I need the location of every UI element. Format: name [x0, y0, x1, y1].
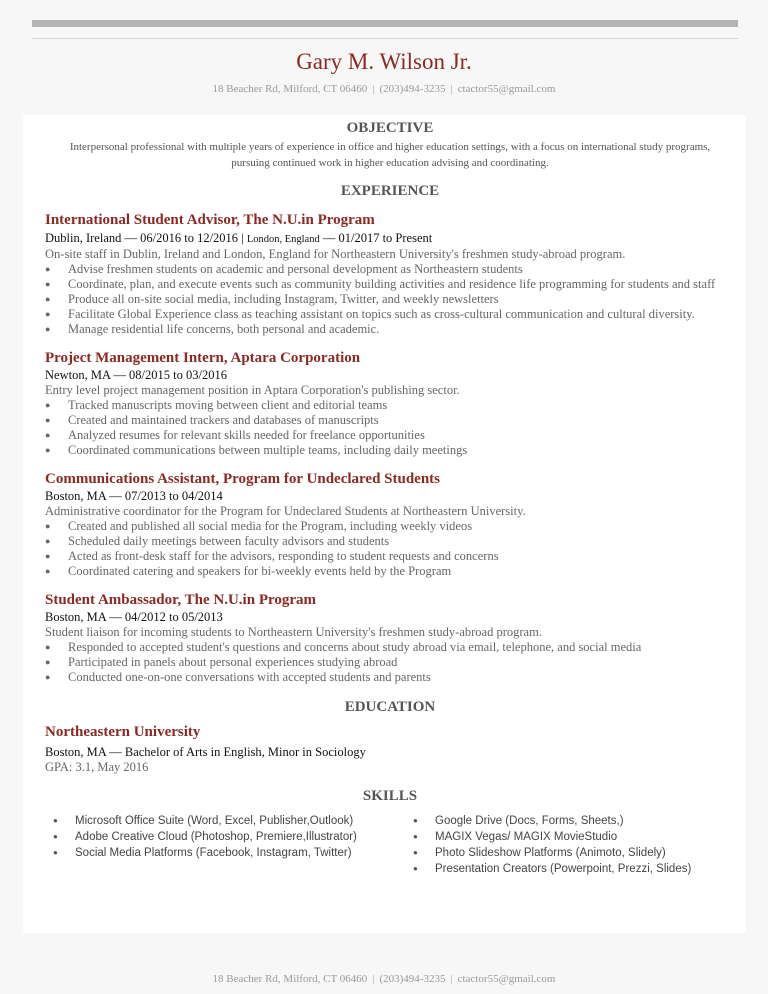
skill-item: ● Social Media Platforms (Facebook, Instagram, Twitter): [45, 845, 405, 861]
job-entry: [45, 211, 735, 337]
skill-item: ● Adobe Creative Cloud (Photoshop, Premiere,Illustrator): [45, 829, 405, 845]
job-bullet: ● Facilitate Global Experience class as teaching assistant on topics such as cross-cultural communication and cultural diversity.: [45, 307, 735, 322]
skills-column-right: [405, 813, 735, 877]
footer-phone: (203)494-3235: [379, 973, 446, 985]
job-bullet: ● Responded to accepted student's questions and concerns about study abroad via email, telephone, and social media: [45, 640, 735, 655]
job-location-london: London, England: [246, 234, 320, 245]
skills-column-left: [45, 813, 405, 877]
job-location: [45, 231, 735, 247]
job-bullets: [45, 398, 735, 458]
job-bullet: ● Participated in panels about personal experiences studying abroad: [45, 655, 735, 670]
job-bullet: ● Manage residential life concerns, both personal and academic.: [45, 322, 735, 337]
job-bullet: ● Coordinated catering and speakers for bi-weekly events held by the Program: [45, 564, 735, 579]
job-description: On-site staff in Dublin, Ireland and London, England for Northeastern University's freshmen study-abroad program.: [45, 247, 626, 261]
header-rule-bar: [32, 20, 738, 27]
job-bullet: ● Coordinate, plan, and execute events such as community building activities and residence life programming for students and staff: [45, 277, 735, 292]
skills-section: [45, 787, 735, 877]
education-section: [45, 698, 735, 775]
job-title: Communications Assistant, Program for Undeclared Students: [45, 471, 441, 487]
footer-email[interactable]: ctactor55@gmail.com: [457, 973, 556, 985]
footer-contact: [0, 973, 768, 985]
contact-separator: |: [450, 83, 453, 95]
job-location-london-dates: — 01/2017 to Present: [319, 231, 433, 245]
skill-item: ● Microsoft Office Suite (Word, Excel, Publisher,Outlook): [45, 813, 405, 829]
skills-columns: [45, 813, 735, 877]
job-location: Boston, MA — 04/2012 to 05/2013: [45, 610, 223, 624]
contact-phone: (203)494-3235: [379, 83, 446, 95]
job-bullet: ● Produce all on-site social media, including Instagram, Twitter, and weekly newsletters: [45, 292, 735, 307]
job-location: Newton, MA — 08/2015 to 03/2016: [45, 368, 227, 382]
objective-heading: OBJECTIVE: [346, 120, 434, 136]
job-title: Student Ambassador, The N.U.in Program: [45, 592, 317, 608]
job-title: Project Management Intern, Aptara Corporation: [45, 350, 361, 366]
footer-address: 18 Beacher Rd, Milford, CT 06460: [212, 973, 368, 985]
job-entry: [45, 470, 735, 579]
objective-text: Interpersonal professional with multiple years of experience in office and higher education settings, with a focus on international study programs, pursuing continued work in higher education advising and coordinating.: [69, 141, 711, 169]
experience-section: [45, 182, 735, 685]
job-description: Administrative coordinator for the Program for Undeclared Students at Northeastern University.: [45, 504, 526, 518]
job-bullet: ● Created and published all social media for the Program, including weekly videos: [45, 519, 735, 534]
job-bullet: ● Coordinated communications between multiple teams, including daily meetings: [45, 443, 735, 458]
job-entry: [45, 349, 735, 458]
job-title: International Student Advisor, The N.U.in Program: [45, 212, 375, 228]
education-heading: EDUCATION: [344, 699, 436, 715]
header-contact: [0, 83, 768, 95]
job-location: Boston, MA — 07/2013 to 04/2014: [45, 489, 223, 503]
contact-separator: |: [372, 83, 375, 95]
job-description: Student liaison for incoming students to Northeastern University's freshmen study-abroad program.: [45, 625, 542, 639]
footer-separator: |: [450, 973, 453, 985]
footer-separator: |: [372, 973, 375, 985]
experience-heading: EXPERIENCE: [340, 183, 440, 199]
job-bullets: [45, 519, 735, 579]
job-bullet: ● Acted as front-desk staff for the advisors, responding to student requests and concerns: [45, 549, 735, 564]
skill-item: ● Photo Slideshow Platforms (Animoto, Slidely): [405, 845, 735, 861]
gpa: GPA: 3.1, May 2016: [45, 760, 149, 774]
candidate-name: Gary M. Wilson Jr.: [296, 49, 472, 74]
job-bullets: [45, 262, 735, 337]
job-bullet: ● Analyzed resumes for relevant skills needed for freelance opportunities: [45, 428, 735, 443]
job-location-separator: |: [238, 231, 247, 245]
degree: Boston, MA — Bachelor of Arts in English, Minor in Sociology: [45, 745, 366, 759]
job-location-dublin: Dublin, Ireland — 06/2016 to 12/2016: [45, 231, 239, 245]
contact-address: 18 Beacher Rd, Milford, CT 06460: [212, 83, 368, 95]
resume-body: [45, 119, 735, 877]
job-description: Entry level project management position in Aptara Corporation's publishing sector.: [45, 383, 460, 397]
skill-item: ● Google Drive (Docs, Forms, Sheets,): [405, 813, 735, 829]
job-entry: [45, 591, 735, 685]
job-bullet: ● Tracked manuscripts moving between client and editorial teams: [45, 398, 735, 413]
job-bullet: ● Scheduled daily meetings between faculty advisors and students: [45, 534, 735, 549]
job-bullet: ● Conducted one-on-one conversations with accepted students and parents: [45, 670, 735, 685]
school-name: Northeastern University: [45, 724, 201, 740]
job-bullets: [45, 640, 735, 685]
job-bullet: ● Advise freshmen students on academic and personal development as Northeastern students: [45, 262, 735, 277]
header-rule-line: [32, 38, 738, 39]
skills-heading: SKILLS: [362, 788, 418, 804]
contact-email[interactable]: ctactor55@gmail.com: [457, 83, 556, 95]
objective-section: [45, 119, 735, 171]
skill-item: ● Presentation Creators (Powerpoint, Prezzi, Slides): [405, 861, 735, 877]
skill-item: ● MAGIX Vegas/ MAGIX MovieStudio: [405, 829, 735, 845]
job-bullet: ● Created and maintained trackers and databases of manuscripts: [45, 413, 735, 428]
